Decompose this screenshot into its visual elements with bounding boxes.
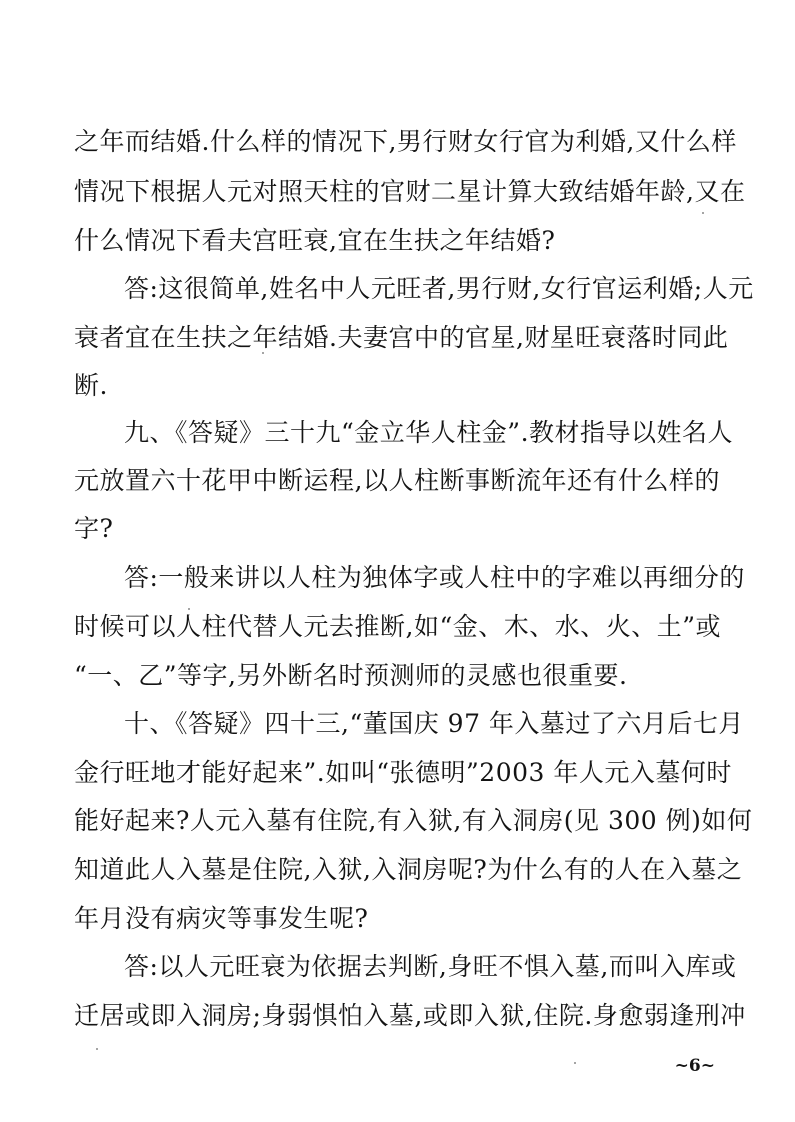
- text-line: 元放置六十花甲中断运程,以人柱断事断流年还有什么样的: [74, 466, 720, 495]
- text-line: “一、乙”等字,另外断名时预测师的灵感也很重要.: [74, 661, 628, 690]
- text-line: 答:以人元旺衰为依据去判断,身旺不惧入墓,而叫入库或: [124, 952, 737, 981]
- text-line: 之年而结婚.什么样的情况下,男行财女行官为利婚,又什么样: [74, 127, 737, 156]
- scan-speck: [702, 212, 704, 214]
- text-line: 十、《答疑》四十三,“董国庆 97 年入墓过了六月后七月: [124, 709, 744, 738]
- text-line: 知道此人入墓是住院,入狱,入洞房呢?为什么有的人在入墓之: [74, 855, 743, 884]
- text-line: 衰者宜在生扶之年结婚.夫妻宫中的官星,财星旺衰落时同此: [74, 323, 729, 352]
- scan-speck: [574, 1062, 576, 1064]
- scan-speck: [96, 1048, 98, 1050]
- text-line: 迁居或即入洞房;身弱惧怕入墓,或即入狱,住院.身愈弱逢刑冲: [74, 1001, 746, 1030]
- text-line: 九、《答疑》三十九“金立华人柱金”.教材指导以姓名人: [124, 418, 734, 447]
- text-line: 金行旺地才能好起来”.如叫“张德明”2003 年人元入墓何时: [74, 758, 732, 787]
- page-number: ~6~: [674, 1056, 715, 1076]
- text-line: 能好起来?人元入墓有住院,有入狱,有入洞房(见 300 例)如何: [74, 806, 753, 835]
- scan-speck: [188, 608, 190, 610]
- text-line: 字?: [74, 514, 114, 543]
- text-line: 答:一般来讲以人柱为独体字或人柱中的字难以再细分的: [124, 563, 745, 592]
- text-line: 时候可以人柱代替人元去推断,如“金、木、水、火、土”或: [74, 612, 722, 641]
- text-line: 什么情况下看夫宫旺衰,宜在生扶之年结婚?: [74, 226, 556, 255]
- text-line: 年月没有病灾等事发生呢?: [74, 904, 369, 933]
- text-line: 断.: [74, 371, 108, 400]
- text-line: 答:这很简单,姓名中人元旺者,男行财,女行官运利婚;人元: [124, 274, 754, 303]
- text-line: 情况下根据人元对照天柱的官财二星计算大致结婚年龄,又在: [74, 177, 746, 206]
- scan-speck: [262, 352, 264, 354]
